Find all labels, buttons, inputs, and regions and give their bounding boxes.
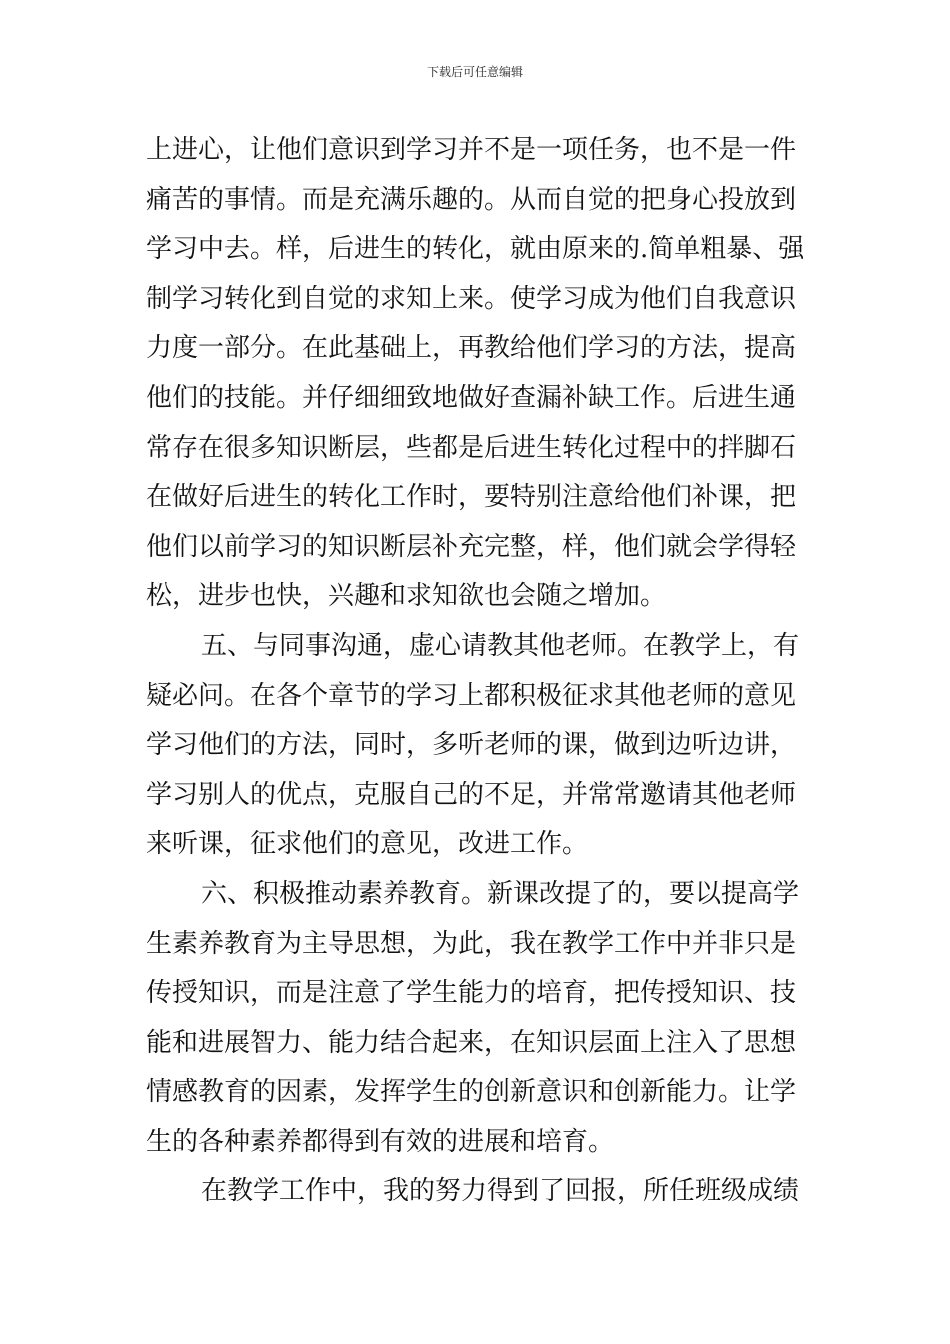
text-line: 能和进展智力、能力结合起来，在知识层面上注入了思想	[146, 1027, 797, 1058]
text-line: 松，进步也快，兴趣和求知欲也会随之增加。	[146, 581, 667, 612]
text-line: 情感教育的因素，发挥学生的创新意识和创新能力。让学	[146, 1077, 797, 1108]
text-line: 常存在很多知识断层，些都是后进生转化过程中的拌脚石	[146, 432, 797, 463]
text-line: 学习中去。样，后进生的转化，就由原来的.简单粗暴、强	[146, 234, 805, 265]
text-line: 六、积极推动素养教育。新课改提了的，要以提高学	[201, 878, 800, 909]
text-line: 传授知识，而是注意了学生能力的培育，把传授知识、技	[146, 978, 797, 1009]
text-line: 上进心，让他们意识到学习并不是一项任务，也不是一件	[146, 135, 797, 165]
text-line: 力度一部分。在此基础上，再教给他们学习的方法，提高	[146, 333, 797, 364]
text-line: 生的各种素养都得到有效的进展和培育。	[146, 1126, 615, 1157]
text-line: 学习别人的优点，克服自己的不足，并常常邀请其他老师	[146, 779, 797, 810]
text-line: 疑必问。在各个章节的学习上都积极征求其他老师的意见	[146, 680, 797, 711]
text-line: 在教学工作中，我的努力得到了回报，所任班级成绩	[201, 1176, 800, 1207]
text-line: 制学习转化到自觉的求知上来。使学习成为他们自我意识	[146, 283, 797, 314]
text-line: 在做好后进生的转化工作时，要特别注意给他们补课，把	[146, 482, 797, 513]
text-line: 痛苦的事情。而是充满乐趣的。从而自觉的把身心投放到	[146, 184, 797, 215]
text-line: 来听课，征求他们的意见，改进工作。	[146, 829, 589, 860]
text-line: 他们以前学习的知识断层补充完整，样，他们就会学得轻	[146, 531, 797, 562]
header-note: 下载后可任意编辑	[426, 65, 523, 79]
text-line: 生素养教育为主导思想，为此，我在教学工作中并非只是	[146, 928, 797, 959]
text-line: 他们的技能。并仔细细致地做好查漏补缺工作。后进生通	[146, 382, 797, 413]
text-line: 五、与同事沟通，虚心请教其他老师。在教学上，有	[201, 630, 800, 661]
text-line: 学习他们的方法，同时，多听老师的课，做到边听边讲，	[146, 730, 797, 761]
body-text	[146, 126, 812, 1217]
